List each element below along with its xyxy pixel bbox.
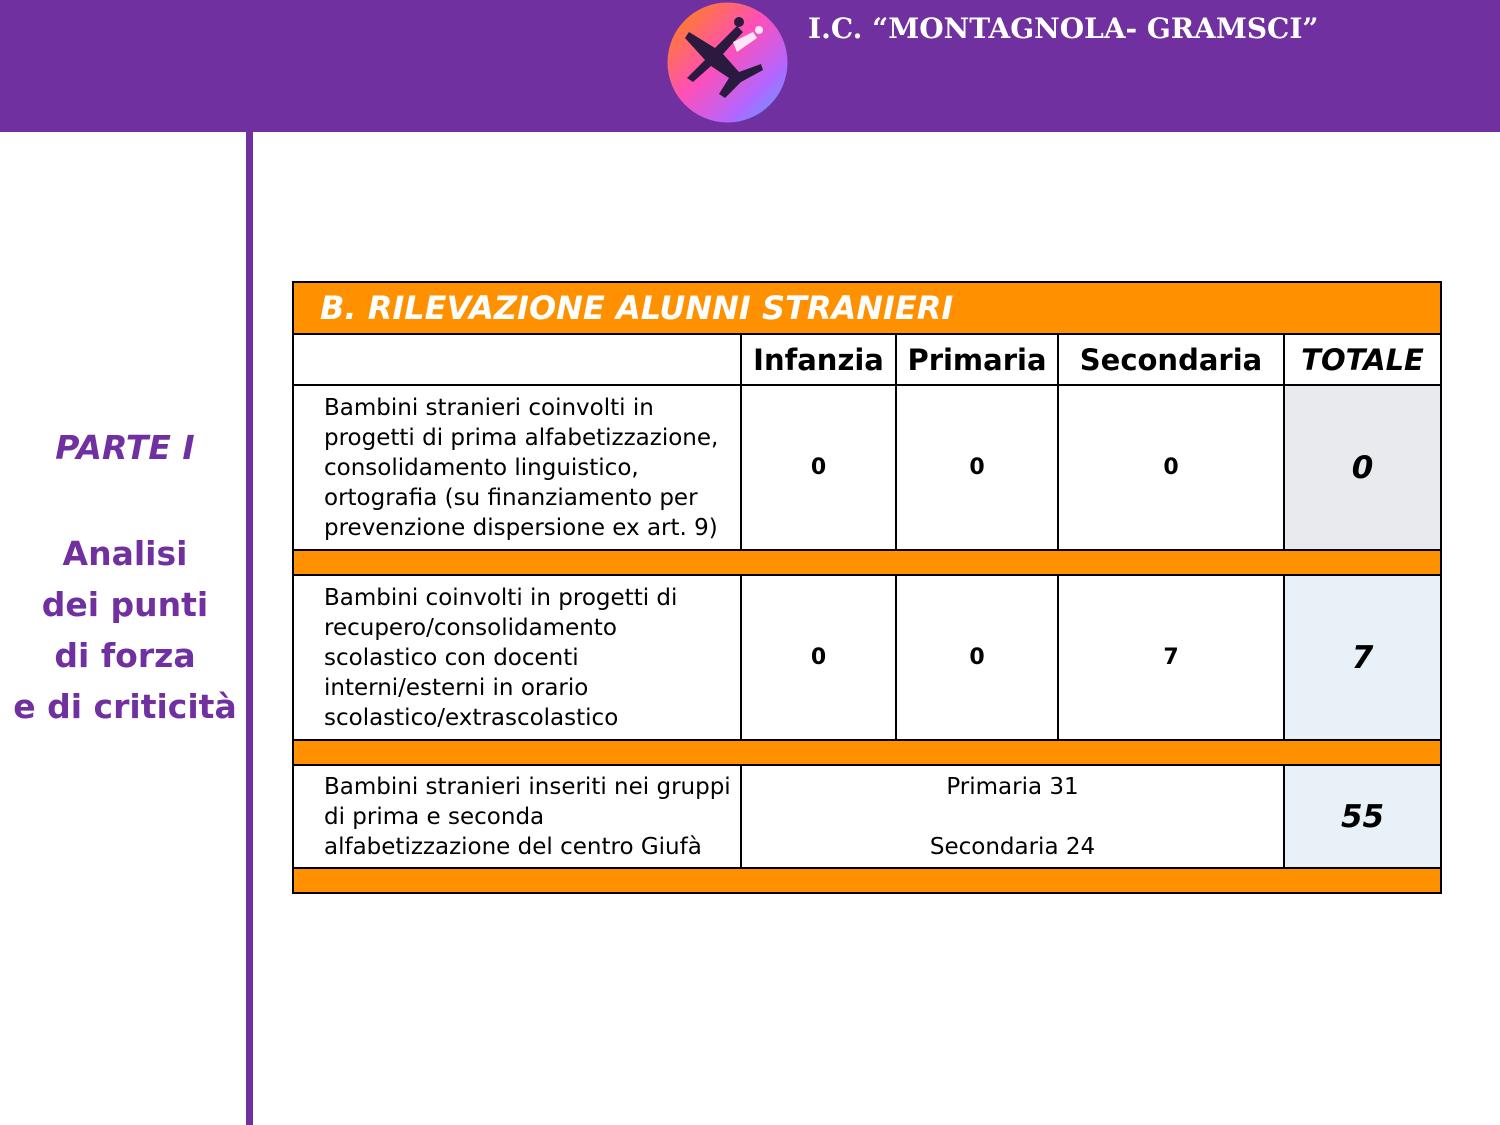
section-subtitle <box>0 528 250 732</box>
row-separator <box>293 550 1441 575</box>
table-row <box>293 385 1441 550</box>
subtitle-line: dei punti <box>41 585 209 624</box>
subtitle-line: di forza <box>54 636 196 675</box>
row-separator <box>293 740 1441 765</box>
school-name: I.C. “MONTAGNOLA- GRAMSCI” <box>808 12 1319 45</box>
secondaria-count: Secondaria 24 <box>929 833 1096 860</box>
cell-primaria: 0 <box>896 575 1058 740</box>
column-header-row <box>293 334 1441 385</box>
subtitle-line: Analisi <box>62 534 188 573</box>
column-header-totale: TOTALE <box>1284 334 1441 385</box>
cell-primaria: 0 <box>896 385 1058 550</box>
header-bar <box>0 0 1500 132</box>
cell-totale: 55 <box>1284 765 1441 868</box>
merged-school-counts <box>741 765 1284 868</box>
cell-infanzia: 0 <box>741 575 896 740</box>
cell-secondaria: 7 <box>1058 575 1284 740</box>
primaria-count: Primaria 31 <box>946 773 1079 800</box>
table-title: B. RILEVAZIONE ALUNNI STRANIERI <box>293 282 1441 334</box>
table-row <box>293 765 1441 868</box>
column-header-empty <box>293 334 741 385</box>
column-header-secondaria: Secondaria <box>1058 334 1284 385</box>
cell-secondaria: 0 <box>1058 385 1284 550</box>
row-separator <box>293 868 1441 893</box>
row-description: Bambini stranieri coinvolti in progetti di prima alfabetizzazione, consolidamento linguistico, ortografia (su finanziamento per prevenzione dispersione ex art. 9) <box>293 385 741 550</box>
subtitle-line: e di criticità <box>13 687 237 726</box>
row-description: Bambini stranieri inseriti nei gruppi di prima e seconda alfabetizzazione del centro Giufà <box>293 765 741 868</box>
column-header-primaria: Primaria <box>896 334 1058 385</box>
part-label: PARTE I <box>55 428 195 467</box>
cell-infanzia: 0 <box>741 385 896 550</box>
table-row <box>293 575 1441 740</box>
dancers-logo-icon <box>667 2 788 123</box>
foreign-students-table <box>292 281 1442 894</box>
cell-totale: 7 <box>1284 575 1441 740</box>
cell-totale: 0 <box>1284 385 1441 550</box>
column-header-infanzia: Infanzia <box>741 334 896 385</box>
row-description: Bambini coinvolti in progetti di recupero/consolidamento scolastico con docenti interni/esterni in orario scolastico/extrascolastico <box>293 575 741 740</box>
